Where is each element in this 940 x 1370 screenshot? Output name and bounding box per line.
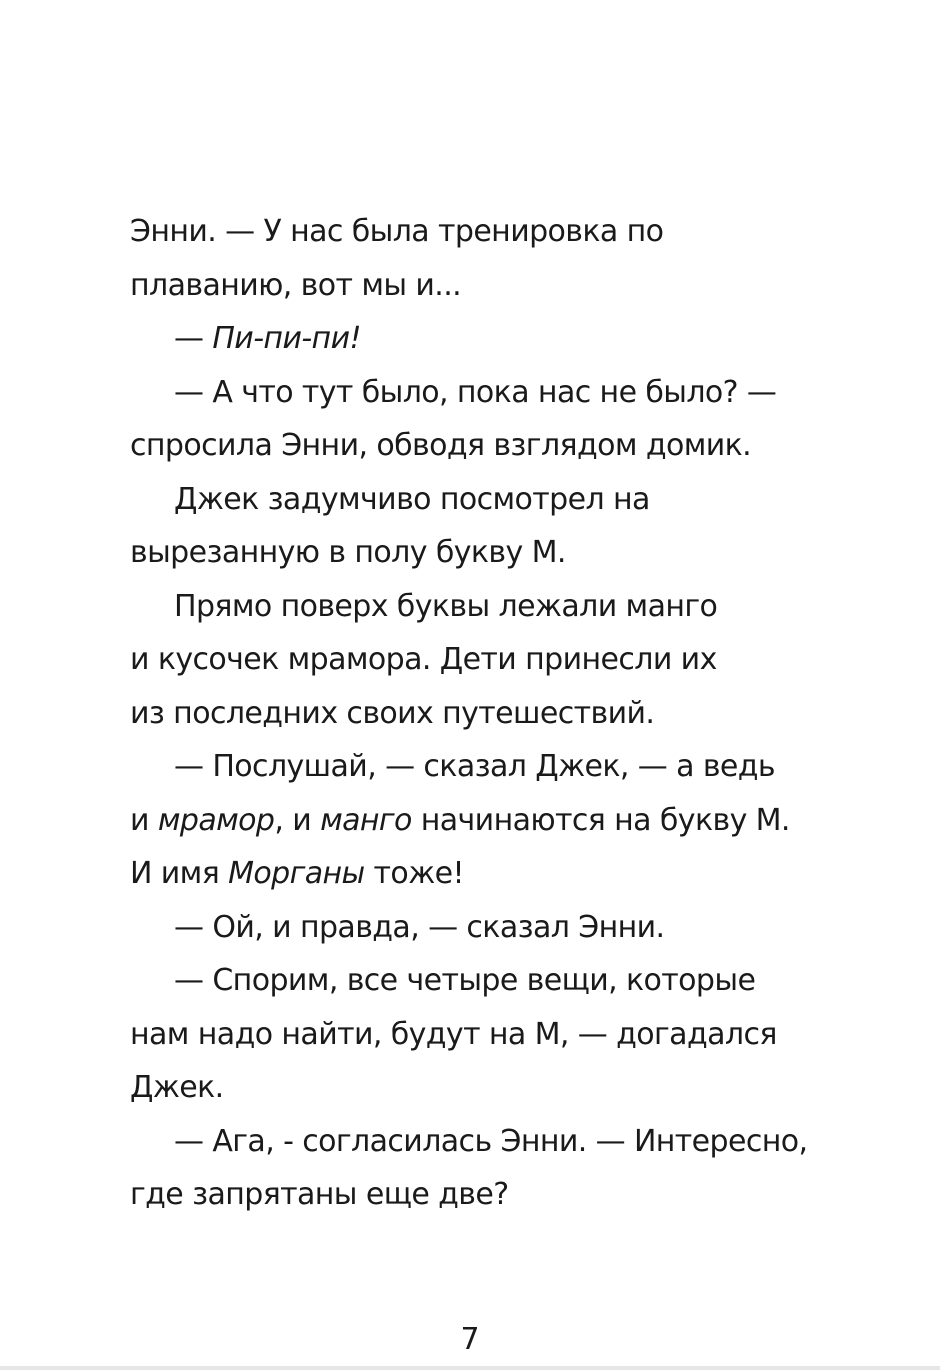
line-text: вырезанную в полу букву М. [130, 535, 566, 570]
paragraph-start [130, 473, 850, 527]
dialogue-line [130, 954, 850, 1008]
line-text: , и [274, 802, 321, 838]
line-text: Джек. [130, 1070, 224, 1105]
line-text: плаванию, вот мы и... [130, 267, 462, 303]
line-text: и кусочек мрамора. Дети принесли их [130, 642, 717, 677]
text-line [130, 794, 850, 848]
line-text: нам надо найти, будут на М, — догадался [130, 1016, 777, 1052]
line-text: — Ой, и правда, — сказал Энни. [174, 909, 665, 945]
line-text: тоже! [364, 856, 464, 891]
text-line [130, 1168, 850, 1222]
page-bottom-edge [0, 1366, 940, 1370]
paragraph-start [130, 580, 850, 634]
text-line [130, 1061, 850, 1115]
text-line [130, 633, 850, 687]
dialogue-line [130, 1115, 850, 1169]
text-line [130, 847, 850, 901]
line-text: спросила Энни, обводя взглядом домик. [130, 428, 752, 463]
dialogue-line [130, 901, 850, 955]
page-number: 7 [460, 1322, 480, 1357]
italic-text: мрамор [157, 802, 275, 838]
text-line [130, 687, 850, 741]
text-line [130, 1008, 850, 1062]
dialogue-line [130, 312, 850, 366]
line-text: — Ага, - согласилась Энни. — Интересно, [174, 1123, 808, 1159]
text-line [130, 526, 850, 580]
dialogue-line [130, 740, 850, 794]
line-text: из последних своих путешествий. [130, 695, 655, 731]
line-text: Энни. — У нас была тренировка по [130, 214, 664, 249]
line-text: и [130, 802, 158, 838]
italic-text: Пи-пи-пи! [212, 321, 361, 356]
page-text [130, 205, 850, 1222]
line-text: — Послушай, — сказал Джек, — а ведь [174, 749, 775, 784]
line-text: где запрятаны еще две? [130, 1177, 509, 1212]
italic-text: Морганы [228, 856, 365, 891]
line-text: начинаются на букву М. [411, 802, 790, 838]
line-text: И имя [130, 856, 229, 891]
dialogue-dash: — [174, 321, 213, 356]
line-text: — А что тут было, пока нас не было? — [174, 374, 777, 410]
line-text: Прямо поверх буквы лежали манго [174, 588, 718, 624]
line-text: Джек задумчиво посмотрел на [174, 481, 650, 517]
text-line [130, 419, 850, 473]
italic-text: манго [320, 802, 412, 838]
text-line [130, 259, 850, 313]
text-line [130, 205, 850, 259]
line-text: — Спорим, все четыре вещи, которые [174, 963, 756, 998]
dialogue-line [130, 366, 850, 420]
